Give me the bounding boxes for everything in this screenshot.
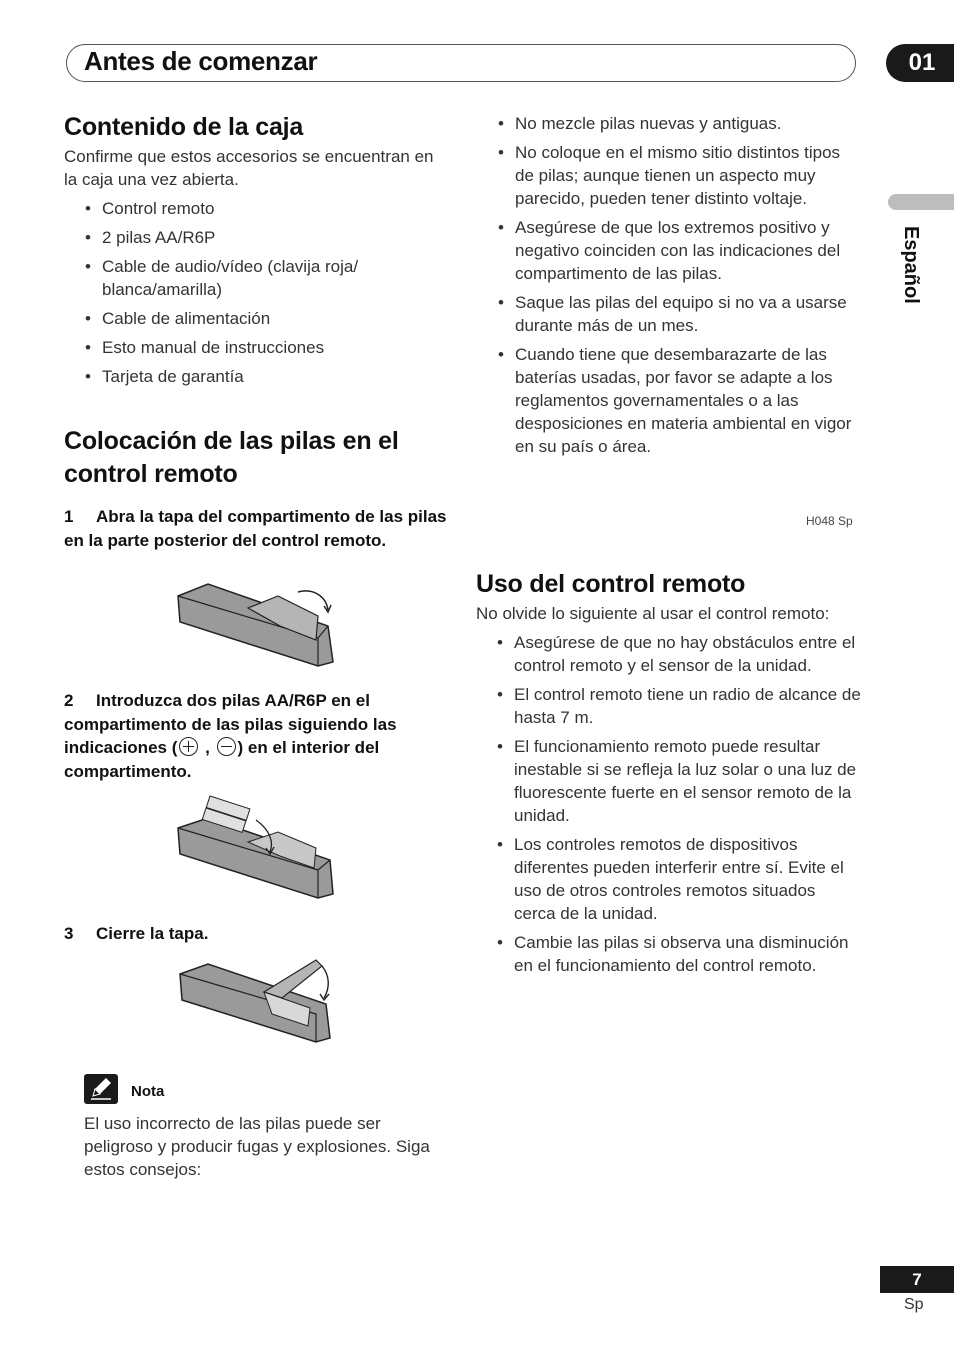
section-title: Antes de comenzar (84, 46, 318, 76)
step-1-number: 1 (64, 507, 74, 526)
step-2-text-start: Introduzca dos pilas AA/R6P en el compartimento de las pilas siguiendo las indicaciones ( (64, 691, 397, 757)
step-2-text-end: ) en el interior del compartimento. (64, 738, 380, 781)
step-3-number: 3 (64, 924, 74, 943)
note-text: El uso incorrecto de las pilas puede ser peligroso y producir fugas y explosiones. Siga estos consejos: (84, 1114, 430, 1179)
language-tab (894, 226, 934, 326)
list-item: • Los controles remotos de dispositivos diferentes pueden interferir entre sí. Evite el uso de otros controles remotos situados cerca de la unidad. (476, 833, 861, 925)
page-number: 7 (880, 1266, 954, 1293)
list-item: • Cuando tiene que desembarazarte de las baterías usadas, por favor se adapte a los reglamentos governamentales o a las desposiciones en materia ambiental en vigor en su país o área. (477, 343, 857, 458)
step-3-text: Cierre la tapa. (96, 924, 209, 943)
step-2-comma: , (200, 738, 215, 757)
list-item: • Saque las pilas del equipo si no va a usarse durante más de un mes. (477, 291, 857, 337)
batteries-section (64, 425, 449, 491)
remote-use-heading: Uso del control remoto (476, 570, 746, 598)
box-contents-list (64, 197, 449, 388)
list-item: • No coloque en el mismo sitio distintos tipos de pilas; aunque tienen un aspecto muy parecido, pueden tener distinto voltaje. (477, 141, 857, 210)
list-item: • No mezcle pilas nuevas y antiguas. (477, 112, 857, 135)
list-item: • El control remoto tiene un radio de alcance de hasta 7 m. (476, 683, 861, 729)
box-contents-section (64, 111, 449, 394)
remote-use-list (476, 631, 861, 977)
remote-use-intro: No olvide lo siguiente al usar el control remoto: (476, 604, 830, 623)
list-item: • Cambie las pilas si observa una disminución en el funcionamiento del control remoto. (476, 931, 861, 977)
list-item: • Asegúrese de que los extremos positivo y negativo coinciden con las indicaciones del compartimento de las pilas. (477, 216, 857, 285)
note-pencil-icon (84, 1074, 118, 1104)
step-2-number: 2 (64, 691, 74, 710)
remote-insert-batteries-illustration (170, 790, 340, 900)
remote-open-cover-illustration (168, 578, 340, 670)
minus-symbol-icon (217, 737, 236, 756)
list-item: • 2 pilas AA/R6P (64, 226, 449, 249)
language-label: Español (900, 226, 922, 304)
step-3 (64, 922, 449, 946)
list-item: • Cable de alimentación (64, 307, 449, 330)
list-item: • Cable de audio/vídeo (clavija roja/ blanca/amarilla) (64, 255, 449, 301)
chapter-number: 01 (886, 44, 954, 82)
list-item: • Asegúrese de que no hay obstáculos entre el control remoto y el sensor de la unidad. (476, 631, 861, 677)
remote-use-section (476, 568, 861, 983)
remote-close-cover-illustration (172, 952, 338, 1044)
battery-tips-list (477, 112, 857, 464)
box-contents-intro: Confirme que estos accesorios se encuentran en la caja una vez abierta. (64, 147, 434, 189)
step-1-text: Abra la tapa del compartimento de las pilas en la parte posterior del control remoto. (64, 507, 447, 550)
list-item: • El funcionamiento remoto puede resultar inestable si se refleja la luz solar o una luz de fluorescente fuerte en el sensor remoto de la unidad. (476, 735, 861, 827)
page-language-code: Sp (904, 1296, 924, 1313)
step-1 (64, 505, 449, 552)
box-contents-heading: Contenido de la caja (64, 113, 304, 141)
step-2 (64, 689, 449, 783)
note-label: Nota (131, 1083, 165, 1100)
plus-symbol-icon (179, 737, 198, 756)
list-item: • Tarjeta de garantía (64, 365, 449, 388)
document-code: H048 Sp (806, 514, 853, 528)
list-item: • Control remoto (64, 197, 449, 220)
language-tab-bar (888, 194, 954, 210)
list-item: • Esto manual de instrucciones (64, 336, 449, 359)
batteries-heading: Colocación de las pilas en el control remoto (64, 427, 399, 488)
